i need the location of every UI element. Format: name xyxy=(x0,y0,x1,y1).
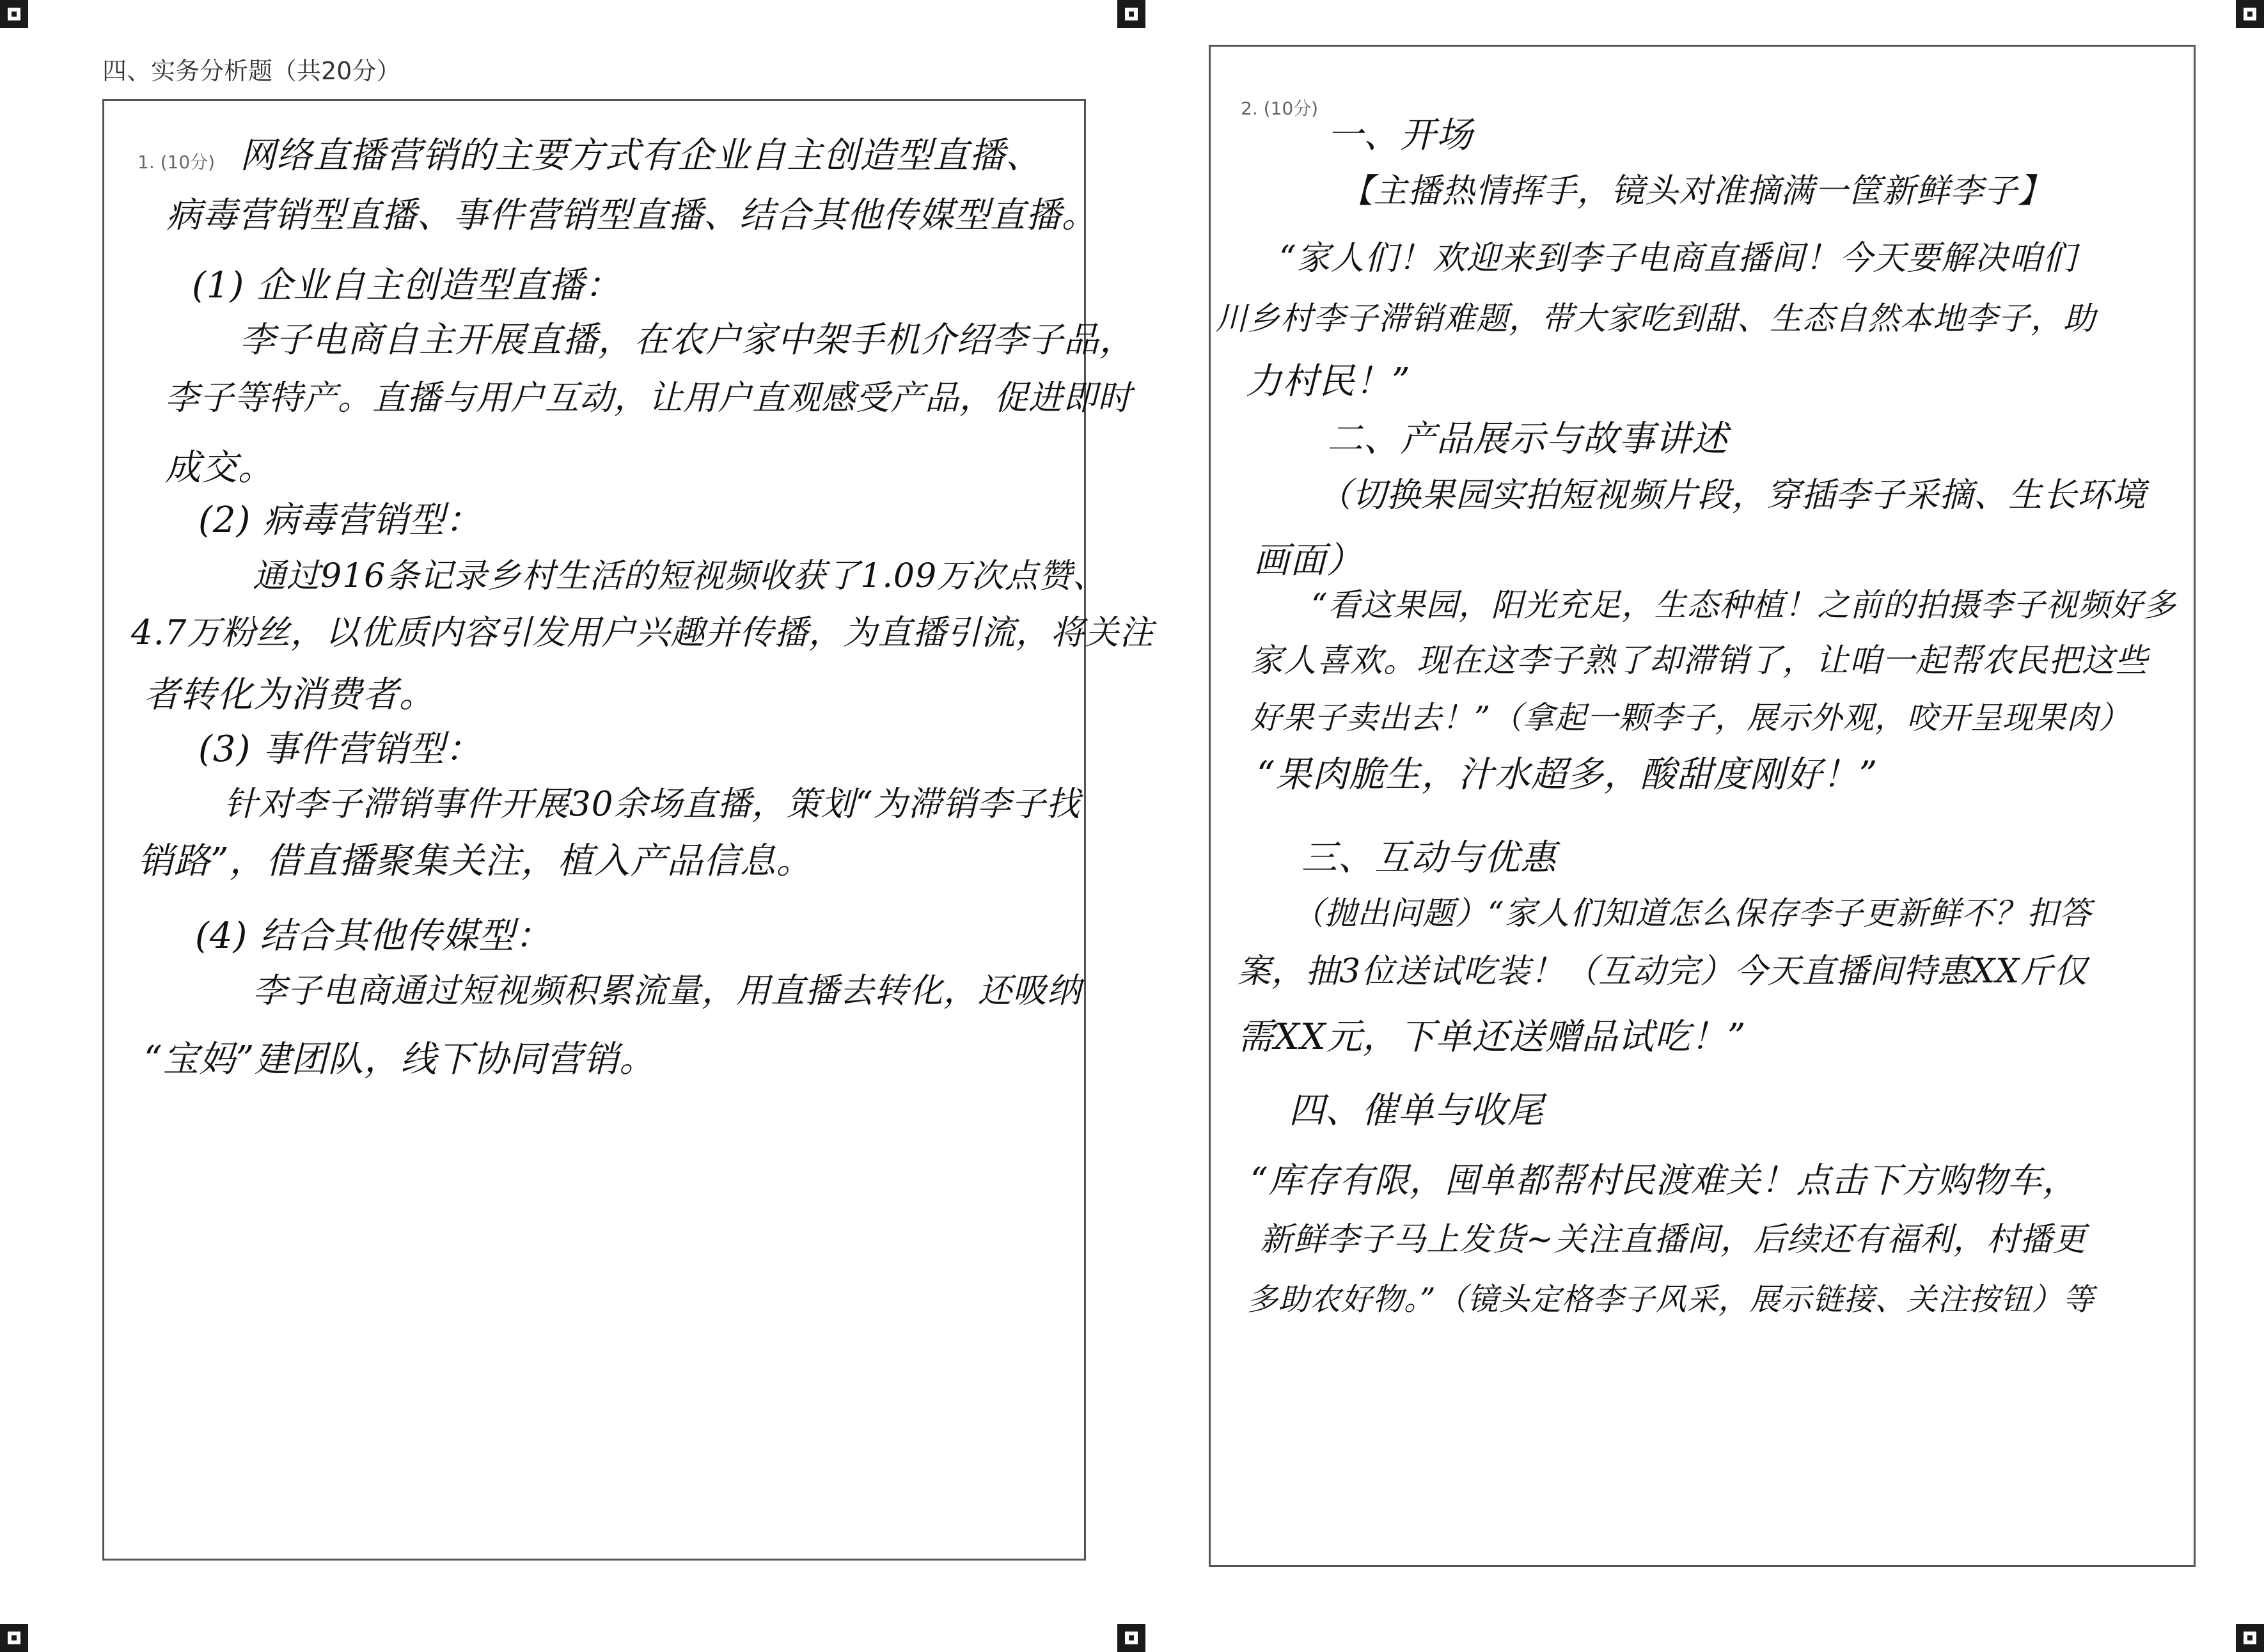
answer-2-line: 多助农好物。”（镜头定格李子风采，展示链接、关注按钮）等 xyxy=(1247,1282,2095,1318)
answer-1-line: 李子电商通过短视频积累流量，用直播去转化，还吸纳 xyxy=(253,972,1081,1011)
answer-1-line: (2) 病毒营销型： xyxy=(198,500,482,541)
answer-1-line: 病毒营销型直播、事件营销型直播、结合其他传媒型直播。 xyxy=(166,194,1098,235)
answer-1-line: 针对李子滞销事件开展30余场直播，策划“为滞销李子找 xyxy=(224,785,1081,824)
answer-2-line: （抛出问题）“家人们知道怎么保存李子更新鲜不？扣答 xyxy=(1292,895,2092,932)
answer-1-line: “宝妈”建团队，线下协同营销。 xyxy=(144,1039,656,1080)
answer-1-line: (1) 企业自主创造型直播： xyxy=(192,265,622,306)
answer-2-line: 案，抽3位送试吃装！（互动完）今天直播间特惠XX斤仅 xyxy=(1238,952,2088,991)
question-1-label: 1. (10分) xyxy=(138,152,216,173)
answer-1-line: 通过916条记录乡村生活的短视频收获了1.09万次点赞、 xyxy=(253,557,1107,595)
answer-2-line: 【主播热情挥手，镜头对准摘满一筐新鲜李子】 xyxy=(1340,172,2052,210)
answer-2-line: “家人们！欢迎来到李子电商直播间！今天要解决咱们 xyxy=(1279,239,2077,278)
answer-2-line: 二、产品展示与故事讲述 xyxy=(1327,418,1728,460)
answer-2-line: 好果子卖出去！”（拿起一颗李子，展示外观，咬开呈现果肉） xyxy=(1250,700,2131,736)
answer-2-line: “果肉脆生，汁水超多，酸甜度刚好！” xyxy=(1257,754,1878,796)
answer-1-line: 李子等特产。直播与用户互动，让用户直观感受产品，促进即时 xyxy=(165,379,1132,418)
answer-2-line: （切换果园实拍短视频片段，穿插李子采摘、生长环境 xyxy=(1317,476,2146,515)
corner-marker-bottom-left xyxy=(0,1624,28,1652)
corner-marker-bottom-center xyxy=(1117,1624,1145,1652)
answer-2-line: “看这果园，阳光充足，生态种植！之前的拍摄李子视频好多 xyxy=(1311,586,2176,624)
section-title: 四、实务分析题（共20分） xyxy=(102,57,401,85)
answer-1-line: 4.7万粉丝，以优质内容引发用户兴趣并传播，为直播引流，将关注 xyxy=(131,613,1154,652)
answer-1-line: 成交。 xyxy=(165,447,274,489)
answer-2-line: 画面） xyxy=(1254,540,1363,581)
answer-1-line: 销路”，借直播聚集关注，植入产品信息。 xyxy=(138,840,813,882)
answer-2-line: 家人喜欢。现在这李子熟了却滞销了，让咱一起帮农民把这些 xyxy=(1250,642,2149,680)
corner-marker-top-left xyxy=(0,0,28,28)
answer-2-line: 新鲜李子马上发货~关注直播间，后续还有福利，村播更 xyxy=(1260,1221,2086,1259)
answer-1-line: (4) 结合其他传媒型： xyxy=(195,915,552,957)
answer-2-line: 力村民！” xyxy=(1246,361,1411,402)
question-2-label: 2. (10分) xyxy=(1241,98,1319,119)
answer-2-line: 三、互动与优惠 xyxy=(1301,837,1557,879)
answer-2-line: 川乡村李子滞销难题，带大家吃到甜、生态自然本地李子，助 xyxy=(1215,300,2096,337)
answer-1-line: 李子电商自主开展直播，在农户家中架手机介绍李子品， xyxy=(240,319,1136,360)
corner-marker-bottom-right xyxy=(2236,1624,2264,1652)
answer-1-line: 者转化为消费者。 xyxy=(144,674,436,716)
answer-2-line: 一、开场 xyxy=(1327,114,1473,156)
corner-marker-top-center xyxy=(1117,0,1145,28)
answer-1-line: 网络直播营销的主要方式有企业自主创造型直播、 xyxy=(240,135,1042,177)
answer-1-line: (3) 事件营销型： xyxy=(198,728,482,770)
corner-marker-top-right xyxy=(2236,0,2264,28)
answer-2-line: “库存有限，囤单都帮村民渡难关！点击下方购物车， xyxy=(1250,1160,2078,1200)
answer-2-line: 需XX元，下单还送赠品试吃！” xyxy=(1238,1016,1747,1058)
answer-box-question-1 xyxy=(102,99,1086,1561)
answer-2-line: 四、催单与收尾 xyxy=(1289,1090,1544,1131)
